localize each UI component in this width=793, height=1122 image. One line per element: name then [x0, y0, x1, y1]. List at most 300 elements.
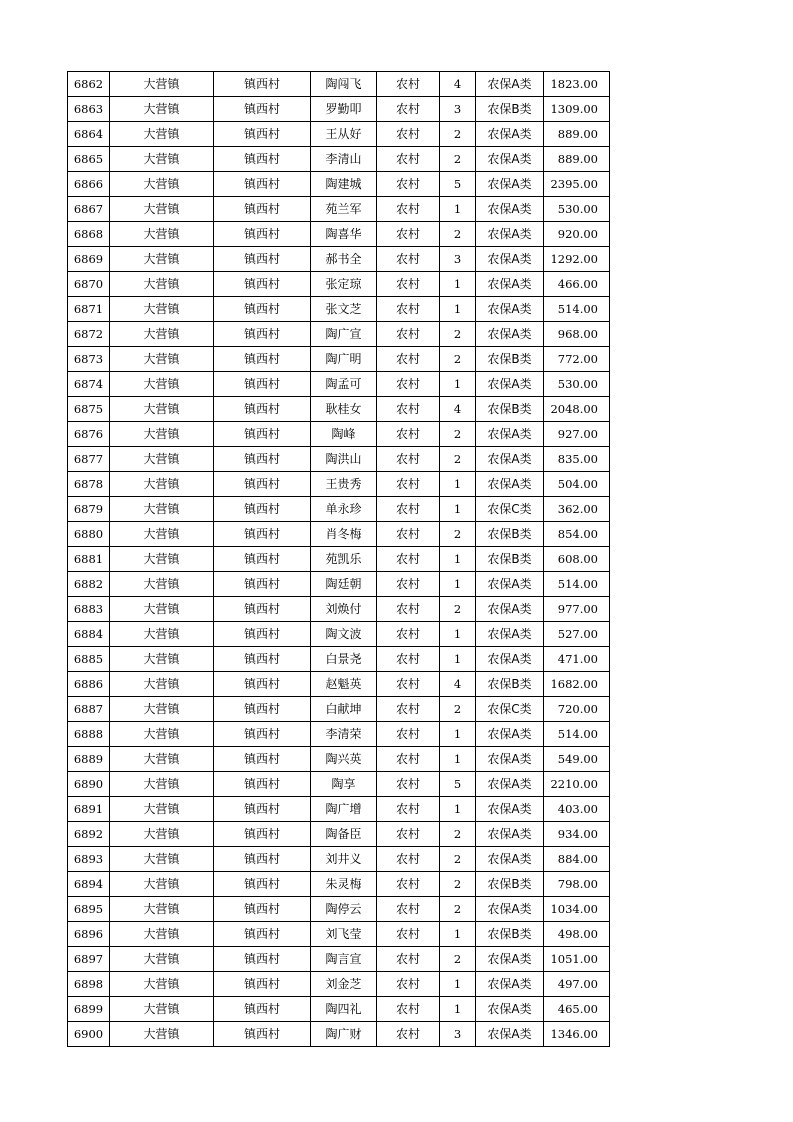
cell-village: 镇西村	[214, 672, 311, 697]
cell-amount: 772.00	[544, 347, 610, 372]
table-row	[68, 622, 610, 647]
cell-village: 镇西村	[214, 722, 311, 747]
table-row	[68, 197, 610, 222]
cell-residence-type: 农村	[377, 697, 440, 722]
cell-household-count: 2	[440, 947, 476, 972]
table-row	[68, 447, 610, 472]
cell-residence-type: 农村	[377, 722, 440, 747]
cell-amount: 549.00	[544, 747, 610, 772]
table-row	[68, 322, 610, 347]
cell-row-number: 6868	[68, 222, 110, 247]
cell-row-number: 6863	[68, 97, 110, 122]
table-row	[68, 822, 610, 847]
cell-amount: 466.00	[544, 272, 610, 297]
cell-household-count: 1	[440, 472, 476, 497]
cell-town: 大营镇	[110, 697, 214, 722]
cell-insurance-category: 农保A类	[476, 747, 544, 772]
cell-insurance-category: 农保B类	[476, 922, 544, 947]
cell-row-number: 6867	[68, 197, 110, 222]
cell-amount: 927.00	[544, 422, 610, 447]
cell-row-number: 6877	[68, 447, 110, 472]
cell-village: 镇西村	[214, 647, 311, 672]
cell-village: 镇西村	[214, 547, 311, 572]
cell-household-count: 2	[440, 447, 476, 472]
cell-insurance-category: 农保B类	[476, 522, 544, 547]
cell-residence-type: 农村	[377, 472, 440, 497]
cell-village: 镇西村	[214, 422, 311, 447]
cell-household-count: 5	[440, 772, 476, 797]
cell-amount: 835.00	[544, 447, 610, 472]
cell-household-count: 1	[440, 547, 476, 572]
cell-person-name: 罗勤叩	[311, 97, 377, 122]
cell-village: 镇西村	[214, 147, 311, 172]
cell-person-name: 陶言宣	[311, 947, 377, 972]
cell-residence-type: 农村	[377, 572, 440, 597]
cell-residence-type: 农村	[377, 822, 440, 847]
cell-village: 镇西村	[214, 747, 311, 772]
table-row	[68, 97, 610, 122]
cell-residence-type: 农村	[377, 72, 440, 97]
cell-town: 大营镇	[110, 447, 214, 472]
cell-person-name: 陶建城	[311, 172, 377, 197]
cell-row-number: 6870	[68, 272, 110, 297]
cell-insurance-category: 农保A类	[476, 622, 544, 647]
cell-amount: 530.00	[544, 197, 610, 222]
cell-amount: 1823.00	[544, 72, 610, 97]
cell-person-name: 陶峰	[311, 422, 377, 447]
cell-row-number: 6875	[68, 397, 110, 422]
cell-person-name: 李清荣	[311, 722, 377, 747]
cell-insurance-category: 农保A类	[476, 297, 544, 322]
cell-village: 镇西村	[214, 72, 311, 97]
cell-household-count: 2	[440, 822, 476, 847]
cell-insurance-category: 农保A类	[476, 197, 544, 222]
cell-amount: 889.00	[544, 122, 610, 147]
cell-town: 大营镇	[110, 97, 214, 122]
cell-insurance-category: 农保A类	[476, 797, 544, 822]
cell-amount: 1292.00	[544, 247, 610, 272]
cell-household-count: 2	[440, 522, 476, 547]
cell-residence-type: 农村	[377, 372, 440, 397]
cell-person-name: 陶停云	[311, 897, 377, 922]
cell-town: 大营镇	[110, 497, 214, 522]
cell-town: 大营镇	[110, 72, 214, 97]
cell-residence-type: 农村	[377, 322, 440, 347]
cell-amount: 2395.00	[544, 172, 610, 197]
cell-village: 镇西村	[214, 897, 311, 922]
cell-household-count: 3	[440, 97, 476, 122]
cell-insurance-category: 农保A类	[476, 972, 544, 997]
cell-town: 大营镇	[110, 647, 214, 672]
table-row	[68, 647, 610, 672]
cell-amount: 497.00	[544, 972, 610, 997]
cell-village: 镇西村	[214, 997, 311, 1022]
cell-row-number: 6896	[68, 922, 110, 947]
cell-insurance-category: 农保A类	[476, 997, 544, 1022]
cell-village: 镇西村	[214, 772, 311, 797]
cell-amount: 2210.00	[544, 772, 610, 797]
cell-household-count: 1	[440, 197, 476, 222]
table-row	[68, 222, 610, 247]
cell-village: 镇西村	[214, 172, 311, 197]
cell-row-number: 6899	[68, 997, 110, 1022]
table-row	[68, 722, 610, 747]
cell-insurance-category: 农保A类	[476, 322, 544, 347]
cell-residence-type: 农村	[377, 172, 440, 197]
cell-insurance-category: 农保A类	[476, 647, 544, 672]
table-row	[68, 422, 610, 447]
cell-person-name: 苑兰军	[311, 197, 377, 222]
cell-insurance-category: 农保A类	[476, 372, 544, 397]
cell-household-count: 4	[440, 397, 476, 422]
table-row	[68, 297, 610, 322]
cell-row-number: 6874	[68, 372, 110, 397]
table-row	[68, 397, 610, 422]
cell-village: 镇西村	[214, 1022, 311, 1047]
cell-row-number: 6864	[68, 122, 110, 147]
cell-person-name: 赵魁英	[311, 672, 377, 697]
cell-household-count: 2	[440, 222, 476, 247]
cell-town: 大营镇	[110, 172, 214, 197]
cell-insurance-category: 农保B类	[476, 347, 544, 372]
cell-insurance-category: 农保A类	[476, 722, 544, 747]
cell-residence-type: 农村	[377, 197, 440, 222]
cell-row-number: 6880	[68, 522, 110, 547]
cell-amount: 403.00	[544, 797, 610, 822]
table-row	[68, 472, 610, 497]
cell-residence-type: 农村	[377, 247, 440, 272]
cell-household-count: 1	[440, 647, 476, 672]
cell-town: 大营镇	[110, 897, 214, 922]
cell-residence-type: 农村	[377, 447, 440, 472]
cell-person-name: 陶孟可	[311, 372, 377, 397]
cell-row-number: 6889	[68, 747, 110, 772]
cell-village: 镇西村	[214, 572, 311, 597]
cell-insurance-category: 农保A类	[476, 247, 544, 272]
cell-town: 大营镇	[110, 322, 214, 347]
cell-village: 镇西村	[214, 922, 311, 947]
cell-insurance-category: 农保A类	[476, 897, 544, 922]
cell-insurance-category: 农保A类	[476, 947, 544, 972]
table-row	[68, 272, 610, 297]
cell-residence-type: 农村	[377, 647, 440, 672]
table-row	[68, 672, 610, 697]
table-row	[68, 72, 610, 97]
cell-town: 大营镇	[110, 422, 214, 447]
cell-row-number: 6884	[68, 622, 110, 647]
cell-residence-type: 农村	[377, 947, 440, 972]
cell-person-name: 陶广增	[311, 797, 377, 822]
cell-amount: 471.00	[544, 647, 610, 672]
cell-insurance-category: 农保A类	[476, 122, 544, 147]
table-row	[68, 847, 610, 872]
table-row	[68, 972, 610, 997]
cell-amount: 465.00	[544, 997, 610, 1022]
cell-amount: 1309.00	[544, 97, 610, 122]
cell-household-count: 1	[440, 272, 476, 297]
cell-village: 镇西村	[214, 472, 311, 497]
cell-village: 镇西村	[214, 247, 311, 272]
cell-residence-type: 农村	[377, 672, 440, 697]
table-row	[68, 697, 610, 722]
cell-amount: 608.00	[544, 547, 610, 572]
cell-amount: 854.00	[544, 522, 610, 547]
cell-amount: 2048.00	[544, 397, 610, 422]
cell-row-number: 6882	[68, 572, 110, 597]
data-table	[67, 71, 610, 1047]
cell-row-number: 6897	[68, 947, 110, 972]
table-row	[68, 947, 610, 972]
cell-row-number: 6893	[68, 847, 110, 872]
cell-household-count: 2	[440, 322, 476, 347]
cell-residence-type: 农村	[377, 297, 440, 322]
cell-insurance-category: 农保A类	[476, 472, 544, 497]
cell-person-name: 单永珍	[311, 497, 377, 522]
cell-household-count: 2	[440, 347, 476, 372]
cell-person-name: 耿桂女	[311, 397, 377, 422]
table-row	[68, 747, 610, 772]
cell-insurance-category: 农保B类	[476, 872, 544, 897]
cell-row-number: 6881	[68, 547, 110, 572]
cell-row-number: 6871	[68, 297, 110, 322]
cell-person-name: 李清山	[311, 147, 377, 172]
cell-residence-type: 农村	[377, 597, 440, 622]
cell-household-count: 1	[440, 722, 476, 747]
cell-village: 镇西村	[214, 497, 311, 522]
cell-residence-type: 农村	[377, 797, 440, 822]
cell-residence-type: 农村	[377, 872, 440, 897]
cell-person-name: 陶四礼	[311, 997, 377, 1022]
cell-person-name: 陶广明	[311, 347, 377, 372]
cell-residence-type: 农村	[377, 522, 440, 547]
cell-person-name: 陶兴英	[311, 747, 377, 772]
cell-row-number: 6866	[68, 172, 110, 197]
cell-amount: 720.00	[544, 697, 610, 722]
cell-household-count: 1	[440, 972, 476, 997]
cell-town: 大营镇	[110, 222, 214, 247]
cell-household-count: 4	[440, 72, 476, 97]
cell-village: 镇西村	[214, 947, 311, 972]
cell-household-count: 4	[440, 672, 476, 697]
cell-household-count: 2	[440, 697, 476, 722]
cell-insurance-category: 农保B类	[476, 397, 544, 422]
cell-town: 大营镇	[110, 997, 214, 1022]
cell-village: 镇西村	[214, 872, 311, 897]
cell-household-count: 1	[440, 572, 476, 597]
cell-residence-type: 农村	[377, 747, 440, 772]
cell-amount: 514.00	[544, 572, 610, 597]
cell-person-name: 陶廷朝	[311, 572, 377, 597]
cell-amount: 920.00	[544, 222, 610, 247]
cell-amount: 530.00	[544, 372, 610, 397]
cell-residence-type: 农村	[377, 547, 440, 572]
cell-village: 镇西村	[214, 122, 311, 147]
cell-household-count: 2	[440, 422, 476, 447]
cell-town: 大营镇	[110, 472, 214, 497]
cell-village: 镇西村	[214, 847, 311, 872]
cell-town: 大营镇	[110, 522, 214, 547]
cell-person-name: 刘飞莹	[311, 922, 377, 947]
cell-household-count: 1	[440, 297, 476, 322]
table-row	[68, 497, 610, 522]
cell-insurance-category: 农保A类	[476, 147, 544, 172]
cell-person-name: 陶喜华	[311, 222, 377, 247]
cell-insurance-category: 农保A类	[476, 822, 544, 847]
cell-household-count: 2	[440, 872, 476, 897]
cell-insurance-category: 农保B类	[476, 97, 544, 122]
cell-row-number: 6873	[68, 347, 110, 372]
cell-insurance-category: 农保A类	[476, 1022, 544, 1047]
cell-village: 镇西村	[214, 822, 311, 847]
cell-insurance-category: 农保A类	[476, 222, 544, 247]
cell-row-number: 6872	[68, 322, 110, 347]
cell-town: 大营镇	[110, 847, 214, 872]
cell-person-name: 陶广宣	[311, 322, 377, 347]
cell-village: 镇西村	[214, 222, 311, 247]
cell-town: 大营镇	[110, 797, 214, 822]
cell-household-count: 2	[440, 147, 476, 172]
cell-row-number: 6876	[68, 422, 110, 447]
cell-household-count: 1	[440, 497, 476, 522]
cell-town: 大营镇	[110, 372, 214, 397]
cell-town: 大营镇	[110, 922, 214, 947]
cell-person-name: 白景尧	[311, 647, 377, 672]
cell-residence-type: 农村	[377, 347, 440, 372]
cell-village: 镇西村	[214, 697, 311, 722]
cell-amount: 884.00	[544, 847, 610, 872]
cell-amount: 1346.00	[544, 1022, 610, 1047]
cell-residence-type: 农村	[377, 622, 440, 647]
cell-town: 大营镇	[110, 397, 214, 422]
cell-amount: 514.00	[544, 297, 610, 322]
cell-person-name: 刘焕付	[311, 597, 377, 622]
cell-insurance-category: 农保B类	[476, 672, 544, 697]
cell-insurance-category: 农保A类	[476, 447, 544, 472]
cell-amount: 514.00	[544, 722, 610, 747]
table-row	[68, 522, 610, 547]
cell-town: 大营镇	[110, 772, 214, 797]
cell-town: 大营镇	[110, 1022, 214, 1047]
table-row	[68, 772, 610, 797]
cell-row-number: 6892	[68, 822, 110, 847]
cell-person-name: 陶广财	[311, 1022, 377, 1047]
cell-row-number: 6878	[68, 472, 110, 497]
cell-amount: 527.00	[544, 622, 610, 647]
cell-town: 大营镇	[110, 272, 214, 297]
cell-town: 大营镇	[110, 547, 214, 572]
cell-household-count: 3	[440, 1022, 476, 1047]
cell-person-name: 苑凯乐	[311, 547, 377, 572]
cell-insurance-category: 农保A类	[476, 72, 544, 97]
cell-person-name: 王从好	[311, 122, 377, 147]
cell-residence-type: 农村	[377, 272, 440, 297]
cell-residence-type: 农村	[377, 897, 440, 922]
table-row	[68, 347, 610, 372]
cell-village: 镇西村	[214, 972, 311, 997]
cell-town: 大营镇	[110, 347, 214, 372]
cell-insurance-category: 农保A类	[476, 847, 544, 872]
cell-town: 大营镇	[110, 822, 214, 847]
cell-row-number: 6862	[68, 72, 110, 97]
cell-household-count: 1	[440, 922, 476, 947]
cell-household-count: 3	[440, 247, 476, 272]
cell-amount: 889.00	[544, 147, 610, 172]
cell-town: 大营镇	[110, 247, 214, 272]
cell-insurance-category: 农保C类	[476, 697, 544, 722]
cell-village: 镇西村	[214, 797, 311, 822]
cell-town: 大营镇	[110, 197, 214, 222]
cell-residence-type: 农村	[377, 422, 440, 447]
cell-person-name: 张文芝	[311, 297, 377, 322]
cell-village: 镇西村	[214, 597, 311, 622]
cell-household-count: 1	[440, 622, 476, 647]
cell-village: 镇西村	[214, 447, 311, 472]
cell-household-count: 2	[440, 597, 476, 622]
cell-amount: 1051.00	[544, 947, 610, 972]
cell-household-count: 1	[440, 997, 476, 1022]
cell-row-number: 6886	[68, 672, 110, 697]
cell-row-number: 6879	[68, 497, 110, 522]
cell-insurance-category: 农保A类	[476, 422, 544, 447]
cell-person-name: 朱灵梅	[311, 872, 377, 897]
cell-insurance-category: 农保A类	[476, 597, 544, 622]
cell-insurance-category: 农保C类	[476, 497, 544, 522]
cell-insurance-category: 农保A类	[476, 272, 544, 297]
table-row	[68, 997, 610, 1022]
cell-village: 镇西村	[214, 272, 311, 297]
cell-row-number: 6888	[68, 722, 110, 747]
cell-row-number: 6894	[68, 872, 110, 897]
table-row	[68, 547, 610, 572]
cell-household-count: 2	[440, 897, 476, 922]
cell-residence-type: 农村	[377, 97, 440, 122]
cell-row-number: 6900	[68, 1022, 110, 1047]
cell-residence-type: 农村	[377, 847, 440, 872]
cell-residence-type: 农村	[377, 147, 440, 172]
cell-person-name: 陶闯飞	[311, 72, 377, 97]
table-row	[68, 897, 610, 922]
table-row	[68, 922, 610, 947]
table-row	[68, 797, 610, 822]
cell-amount: 968.00	[544, 322, 610, 347]
cell-row-number: 6895	[68, 897, 110, 922]
cell-village: 镇西村	[214, 522, 311, 547]
table-row	[68, 872, 610, 897]
table-row	[68, 147, 610, 172]
cell-household-count: 2	[440, 847, 476, 872]
cell-village: 镇西村	[214, 347, 311, 372]
cell-household-count: 2	[440, 122, 476, 147]
cell-row-number: 6891	[68, 797, 110, 822]
cell-town: 大营镇	[110, 122, 214, 147]
cell-insurance-category: 农保A类	[476, 772, 544, 797]
cell-amount: 504.00	[544, 472, 610, 497]
cell-town: 大营镇	[110, 972, 214, 997]
cell-person-name: 王贵秀	[311, 472, 377, 497]
cell-row-number: 6898	[68, 972, 110, 997]
cell-person-name: 陶享	[311, 772, 377, 797]
cell-row-number: 6890	[68, 772, 110, 797]
cell-town: 大营镇	[110, 597, 214, 622]
cell-household-count: 1	[440, 797, 476, 822]
cell-row-number: 6865	[68, 147, 110, 172]
table-row	[68, 122, 610, 147]
cell-person-name: 肖冬梅	[311, 522, 377, 547]
cell-residence-type: 农村	[377, 497, 440, 522]
cell-row-number: 6885	[68, 647, 110, 672]
cell-person-name: 刘金芝	[311, 972, 377, 997]
cell-residence-type: 农村	[377, 397, 440, 422]
